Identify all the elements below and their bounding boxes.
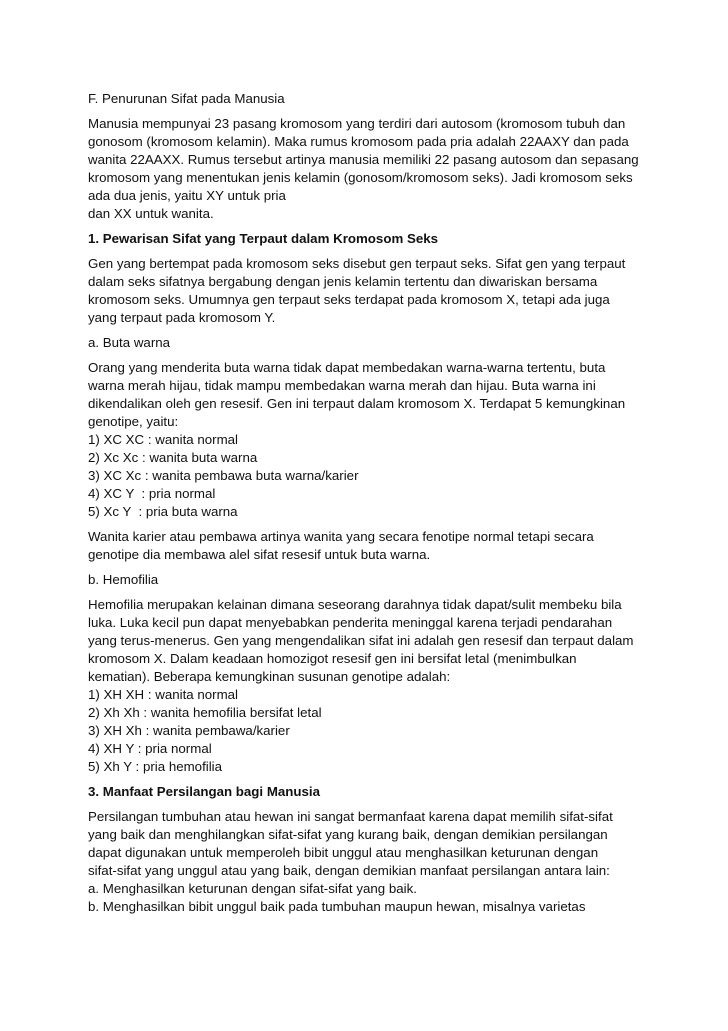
subheading-hemophilia: b. Hemofilia [88, 572, 159, 587]
genotype-list-item: 5) Xc Y : pria buta warna [88, 504, 238, 519]
benefit-list-item: a. Menghasilkan keturunan dengan sifat-sifat yang baik. [88, 881, 417, 896]
hemophilia-paragraph [88, 596, 648, 776]
text-line: kromosom seks. Umumnya gen terpaut seks terdapat pada kromosom X, tetapi ada juga [88, 292, 610, 307]
genotype-list-item: 2) Xc Xc : wanita buta warna [88, 450, 258, 465]
text-line: yang terus-menerus. Gen yang mengendalikan sifat ini adalah gen resesif dan terpaut dalam [88, 633, 634, 648]
text-line: Wanita karier atau pembawa artinya wanita yang secara fenotipe normal tetapi secara [88, 529, 594, 544]
genotype-list-item: 2) Xh Xh : wanita hemofilia bersifat letal [88, 705, 322, 720]
section-title: F. Penurunan Sifat pada Manusia [88, 91, 285, 106]
text-line: genotipe, yaitu: [88, 414, 179, 429]
genotype-list-item: 4) XC Y : pria normal [88, 486, 216, 501]
text-line: gonosom (kromosom kelamin). Maka rumus kromosom pada pria adalah 22AAXY dan pada [88, 134, 629, 149]
heading-crossbreeding-benefits: 3. Manfaat Persilangan bagi Manusia [88, 784, 321, 799]
genotype-list-item: 3) XC Xc : wanita pembawa buta warna/karier [88, 468, 359, 483]
text-line: wanita 22AAXX. Rumus tersebut artinya manusia memiliki 22 pasang autosom dan sepasang [88, 152, 639, 167]
text-line: dalam seks sifatnya bergabung dengan jenis kelamin tertentu dan diwariskan bersama [88, 274, 598, 289]
benefit-list-item: b. Menghasilkan bibit unggul baik pada tumbuhan maupun hewan, misalnya varietas [88, 899, 586, 914]
intro-paragraph [88, 115, 648, 223]
text-line: kromosom yang menentukan jenis kelamin (gonosom/kromosom seks). Jadi kromosom seks [88, 170, 633, 185]
text-line: warna merah hijau, tidak mampu membedakan warna merah dan hijau. Buta warna ini [88, 378, 596, 393]
genotype-list-item: 5) Xh Y : pria hemofilia [88, 759, 223, 774]
color-blindness-paragraph [88, 359, 648, 521]
text-line: ada dua jenis, yaitu XY untuk pria [88, 188, 286, 203]
text-line: yang terpaut pada kromosom Y. [88, 310, 276, 325]
text-line: dikendalikan oleh gen resesif. Gen ini terpaut dalam kromosom X. Terdapat 5 kemungkinan [88, 396, 626, 411]
text-line: Hemofilia merupakan kelainan dimana seseorang darahnya tidak dapat/sulit membeku bila [88, 597, 622, 612]
genotype-list-item: 4) XH Y : pria normal [88, 741, 212, 756]
document-page [88, 90, 648, 916]
sex-linked-paragraph [88, 255, 648, 327]
text-line: yang baik dan menghilangkan sifat-sifat yang kurang baik, dengan demikian persilangan [88, 827, 608, 842]
carrier-paragraph [88, 528, 648, 564]
genotype-list-item: 1) XC XC : wanita normal [88, 432, 239, 447]
genotype-list-item: 1) XH XH : wanita normal [88, 687, 239, 702]
heading-sex-linked-inheritance: 1. Pewarisan Sifat yang Terpaut dalam Kromosom Seks [88, 231, 439, 246]
text-line: kematian). Beberapa kemungkinan susunan genotipe adalah: [88, 669, 451, 684]
text-line: sifat-sifat yang unggul atau yang baik, dengan demikian manfaat persilangan antara lain: [88, 863, 610, 878]
text-line: genotipe dia membawa alel sifat resesif untuk buta warna. [88, 547, 431, 562]
crossbreeding-paragraph [88, 808, 648, 916]
text-line: Persilangan tumbuhan atau hewan ini sangat bermanfaat karena dapat memilih sifat-sifat [88, 809, 613, 824]
text-line: luka. Luka kecil pun dapat menyebabkan penderita meninggal karena terjadi pendarahan [88, 615, 613, 630]
text-line: dapat digunakan untuk memperoleh bibit unggul atau menghasilkan keturunan dengan [88, 845, 599, 860]
genotype-list-item: 3) XH Xh : wanita pembawa/karier [88, 723, 290, 738]
text-line: Gen yang bertempat pada kromosom seks disebut gen terpaut seks. Sifat gen yang terpaut [88, 256, 626, 271]
text-line: kromosom X. Dalam keadaan homozigot resesif gen ini bersifat letal (menimbulkan [88, 651, 577, 666]
text-line: dan XX untuk wanita. [88, 206, 214, 221]
text-line: Manusia mempunyai 23 pasang kromosom yang terdiri dari autosom (kromosom tubuh dan [88, 116, 626, 131]
text-line: Orang yang menderita buta warna tidak dapat membedakan warna-warna tertentu, buta [88, 360, 606, 375]
subheading-color-blindness: a. Buta warna [88, 335, 171, 350]
